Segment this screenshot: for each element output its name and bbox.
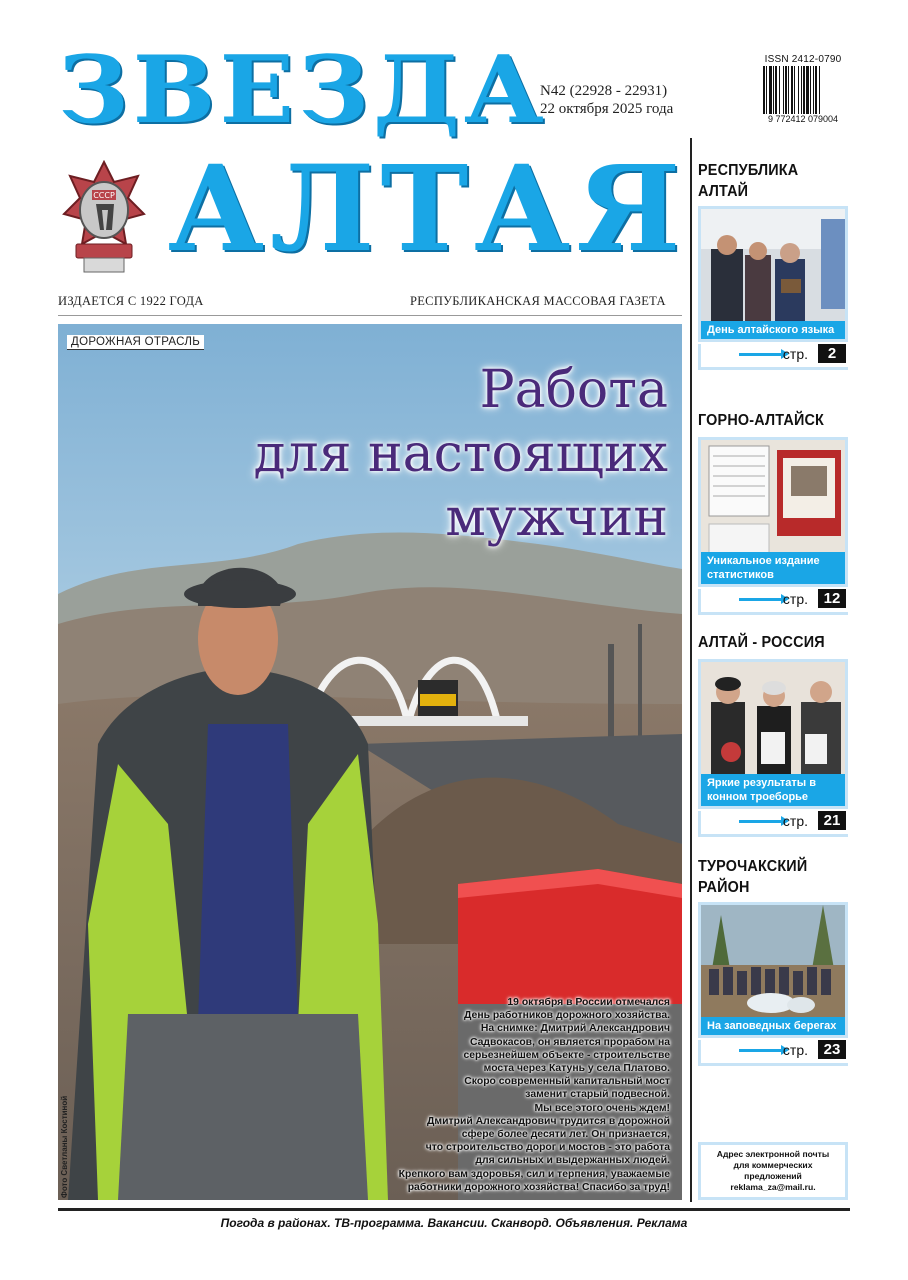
page-number: 23 bbox=[818, 1040, 846, 1059]
sidebar-item-title bbox=[698, 410, 833, 431]
sidebar-item-respublika-altai[interactable] bbox=[698, 160, 848, 370]
sidebar-item-image bbox=[698, 659, 848, 809]
issn-barcode bbox=[758, 54, 848, 124]
section-rubric: ДОРОЖНАЯ ОТРАСЛЬ bbox=[67, 335, 204, 350]
caption-line: Скоро современный капитальный мост bbox=[464, 1076, 670, 1088]
footer-contents: Погода в районах. ТВ-программа. Вакансии. Сканворд. Объявления. Реклама bbox=[220, 1216, 688, 1230]
issue-info bbox=[540, 82, 673, 118]
sidebar-item-caption: День алтайского языка bbox=[701, 321, 845, 339]
ad-email[interactable]: reklama_za@mail.ru. bbox=[730, 1182, 816, 1192]
main-headline bbox=[254, 358, 668, 550]
barcode-icon bbox=[761, 66, 845, 114]
page-reference bbox=[698, 811, 848, 837]
sidebar-item-image bbox=[698, 206, 848, 342]
arrow-right-icon bbox=[739, 1049, 783, 1052]
sidebar-item-image bbox=[698, 902, 848, 1038]
arrow-right-icon bbox=[739, 820, 783, 823]
sidebar-item-altai-rossiya[interactable] bbox=[698, 632, 848, 837]
caption-line: День работников дорожного хозяйства. bbox=[464, 1010, 670, 1022]
caption-line: моста через Катунь у села Платово. bbox=[483, 1063, 670, 1075]
page-label: стр. bbox=[782, 813, 808, 829]
sidebar-title-line: РЕСПУБЛИКА bbox=[698, 162, 799, 179]
caption-line: Мы все этого очень ждем! bbox=[534, 1102, 670, 1114]
page-label: стр. bbox=[782, 346, 808, 362]
sidebar-title-line: АЛТАЙ - РОССИЯ bbox=[698, 634, 825, 651]
page-reference bbox=[698, 589, 848, 615]
sidebar-item-caption: На заповедных берегах bbox=[701, 1017, 845, 1035]
order-badge-icon bbox=[62, 160, 146, 278]
sidebar-divider bbox=[690, 138, 692, 1202]
founded-label: ИЗДАЕТСЯ С 1922 ГОДА bbox=[58, 294, 204, 308]
footer-divider bbox=[58, 1208, 850, 1211]
headline-line-1: Работа bbox=[479, 360, 668, 420]
sidebar-item-title bbox=[698, 160, 833, 202]
masthead-title-line2: АЛТАЯ bbox=[168, 139, 687, 278]
headline-line-2: для настоящих bbox=[253, 424, 668, 484]
caption-line: для сильных и выдержанных людей. bbox=[475, 1155, 670, 1167]
photo-caption bbox=[370, 996, 670, 1194]
ad-line: Адрес электронной почты bbox=[716, 1149, 830, 1159]
caption-line: Крепкого вам здоровья, сил и терпения, уважаемые bbox=[398, 1168, 670, 1180]
issue-date: 22 октября 2025 года bbox=[540, 101, 674, 117]
caption-line: заменит старый подвесной. bbox=[525, 1089, 670, 1101]
caption-line: Садвокасов, он является прорабом на bbox=[469, 1036, 670, 1048]
headline-line-3: мужчин bbox=[445, 488, 668, 548]
caption-line: На снимке: Дмитрий Александрович bbox=[480, 1023, 670, 1035]
sidebar-item-turochak-district[interactable] bbox=[698, 856, 848, 1066]
caption-line: сфере более десяти лет. Он признается, bbox=[461, 1129, 670, 1141]
sidebar-item-caption: Яркие результаты в конном троеборье bbox=[701, 774, 845, 806]
page-label: стр. bbox=[782, 1042, 808, 1058]
caption-line: Дмитрий Александрович трудится в дорожной bbox=[427, 1115, 670, 1127]
page-label: стр. bbox=[782, 591, 808, 607]
page-reference bbox=[698, 1040, 848, 1066]
page-reference bbox=[698, 344, 848, 370]
sidebar-title-line: ТУРОЧАКСКИЙ bbox=[698, 858, 808, 875]
caption-line: серьезнейшем объекте - строительстве bbox=[463, 1049, 670, 1061]
ad-line: для коммерческих bbox=[733, 1160, 813, 1170]
barcode-number: 9 772412 079004 bbox=[767, 114, 839, 124]
sidebar-title-line: АЛТАЙ bbox=[698, 183, 749, 200]
arrow-right-icon bbox=[739, 598, 783, 601]
sidebar-item-title bbox=[698, 632, 833, 653]
photo-credit: Фото Светланы Костиной bbox=[60, 1095, 69, 1198]
arrow-right-icon bbox=[739, 353, 783, 356]
advertising-contact bbox=[698, 1142, 848, 1200]
sidebar-item-image bbox=[698, 437, 848, 587]
sidebar bbox=[690, 138, 850, 1202]
sidebar-title-line: РАЙОН bbox=[698, 879, 750, 896]
caption-line: что строительство дорог и мостов - это работа bbox=[425, 1142, 670, 1154]
masthead-divider bbox=[58, 315, 682, 316]
caption-line: работники дорожного хозяйства! Спасибо за труд! bbox=[407, 1181, 670, 1193]
sidebar-item-gorno-altaysk[interactable] bbox=[698, 410, 848, 615]
sidebar-item-caption: Уникальное издание статистиков bbox=[701, 552, 845, 584]
ad-line: предложений bbox=[744, 1171, 802, 1181]
newspaper-subtitle: РЕСПУБЛИКАНСКАЯ МАССОВАЯ ГАЗЕТА bbox=[410, 294, 666, 308]
caption-line: 19 октября в России отмечался bbox=[507, 997, 670, 1008]
sidebar-title-line: ГОРНО-АЛТАЙСК bbox=[698, 412, 825, 429]
issue-number: N42 (22928 - 22931) bbox=[540, 83, 668, 99]
sidebar-item-title bbox=[698, 856, 833, 898]
page-number: 21 bbox=[818, 811, 846, 830]
page-number: 2 bbox=[818, 344, 846, 363]
badge-text: СССР bbox=[93, 191, 115, 200]
issn-label: ISSN 2412-0790 bbox=[764, 54, 842, 65]
cover-photo bbox=[58, 324, 682, 1200]
page-number: 12 bbox=[818, 589, 846, 608]
masthead-title-line1: ЗВЕЗДА bbox=[58, 35, 548, 145]
